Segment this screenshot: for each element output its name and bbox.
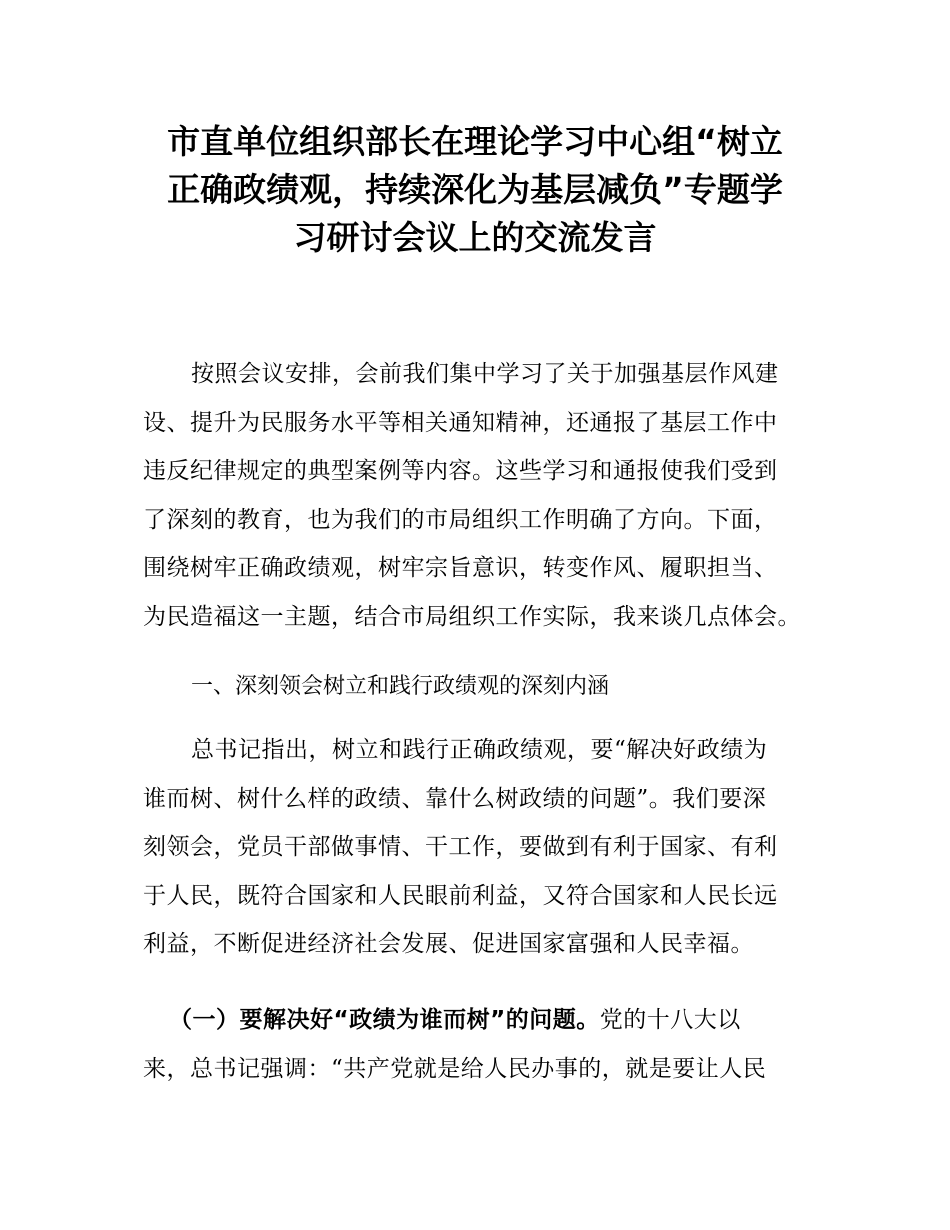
paragraph-line xyxy=(143,996,813,1045)
paragraph-line: 设、提升为民服务水平等相关通知精神，还通报了基层工作中 xyxy=(143,409,778,436)
title-line-1: 市直单位组织部长在理论学习中心组“树立 xyxy=(167,122,783,161)
paragraph-intro xyxy=(143,350,813,641)
title-line-2: 正确政绩观，持续深化为基层减负”专题学 xyxy=(167,170,783,209)
paragraph-line: 围绕树牢正确政绩观，树牢宗旨意识，转变作风、履职担当、 xyxy=(143,555,778,581)
paragraph-line: 总书记指出，树立和践行正确政绩观，要“解决好政绩为 xyxy=(191,737,768,763)
subsection-heading-1: （一）要解决好“政绩为谁而树”的问题。 xyxy=(169,1007,600,1033)
section-heading-1: 一、深刻领会树立和践行政绩观的深刻内涵 xyxy=(191,674,610,699)
paragraph-line: 来，总书记强调：“共产党就是给人民办事的，就是要让人民 xyxy=(143,1055,767,1082)
title-line-3: 习研讨会议上的交流发言 xyxy=(293,218,657,257)
paragraph-line: 按照会议安排，会前我们集中学习了关于加强基层作风建 xyxy=(191,361,779,387)
paragraph-line: 为民造福这一主题，结合市局组织工作实际，我来谈几点体会。 xyxy=(143,603,801,630)
paragraph-line: 于人民，既符合国家和人民眼前利益，又符合国家和人民长远 xyxy=(143,882,778,909)
subsection-text: 党的十八大以 xyxy=(599,1007,741,1033)
paragraph-line: 利益，不断促进经济社会发展、促进国家富强和人民幸福。 xyxy=(143,931,754,957)
paragraph-line: 刻领会，党员干部做事情、干工作，要做到有利于国家、有利 xyxy=(143,834,778,860)
paragraph-line: 违反纪律规定的典型案例等内容。这些学习和通报使我们受到 xyxy=(143,458,778,484)
paragraph-line: 了深刻的教育，也为我们的市局组织工作明确了方向。下面， xyxy=(143,506,778,533)
paragraph-section1 xyxy=(143,726,813,969)
paragraph-line: 谁而树、树什么样的政绩、靠什么树政绩的问题”。我们要深 xyxy=(143,785,767,812)
paragraph-subsection1 xyxy=(143,996,813,1093)
document-title xyxy=(120,118,830,262)
